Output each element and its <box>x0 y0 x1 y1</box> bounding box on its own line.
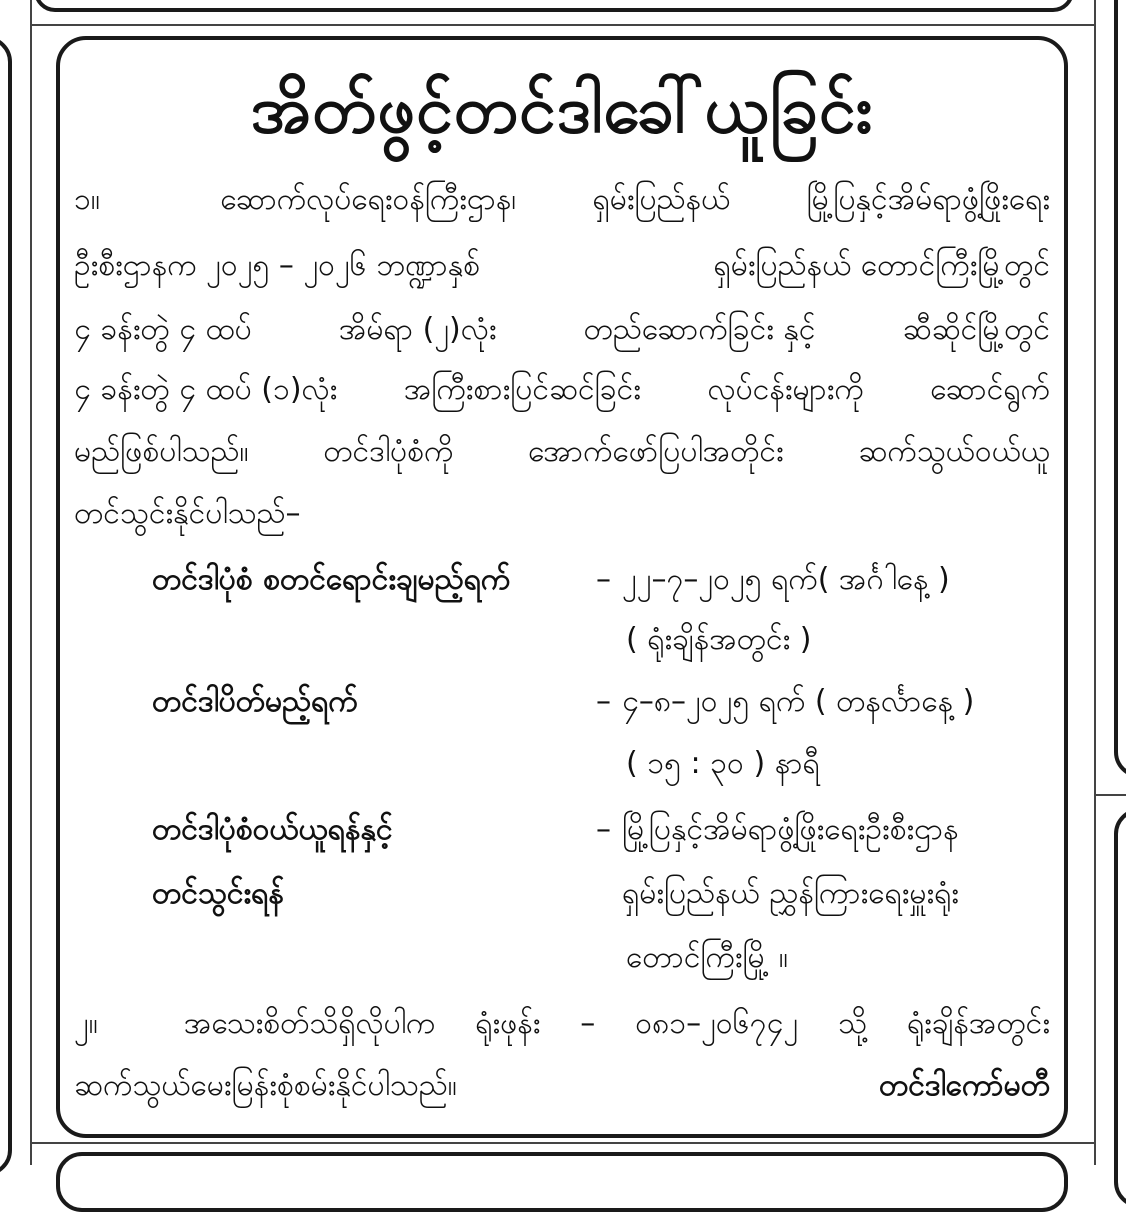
submission-office-line-1: မြို့ပြနှင့်အိမ်ရာဖွံ့ဖြိုးရေးဦးစီးဌာန <box>622 812 959 847</box>
closing-date-label: တင်ဒါပိတ်မည့်ရက် <box>152 684 358 719</box>
paragraph-1-line-1 <box>74 180 1050 220</box>
paragraph-1-number: ၁။ <box>74 182 100 217</box>
adjacent-notice-top-frame <box>34 0 1074 12</box>
text-span: ရုံးချိန်အတွင်း <box>906 1006 1050 1041</box>
row-divider-right <box>1096 794 1126 796</box>
paragraph-2-line-1 <box>74 1004 1050 1044</box>
adjacent-notice-left-frame <box>0 36 12 1176</box>
text-span: အိမ်ရာ (၂)လုံး <box>338 312 497 347</box>
text-span: တင်ဒါပုံစံကို <box>323 434 454 469</box>
submission-dash: – <box>596 812 611 847</box>
phone-number: ၀၈၁–၂၀၆၇၄၂ <box>635 1006 799 1041</box>
paragraph-1-line-3 <box>74 310 1050 350</box>
sale-start-label: တင်ဒါပုံစံ စတင်ရောင်းချမည့်ရက် <box>152 562 511 597</box>
text-span: ဆောက်လုပ်ရေးဝန်ကြီးဌာန၊ <box>220 182 517 217</box>
text-span: သို့ <box>838 1006 868 1041</box>
text-span: ဦးစီးဌာနက ၂၀၂၅ – ၂၀၂၆ ဘဏ္ဍာနှစ် <box>74 248 481 283</box>
adjacent-notice-right-bottom-frame <box>1114 808 1126 1208</box>
submission-office-line-3: တောင်ကြီးမြို့ ။ <box>626 940 788 975</box>
paragraph-1-line-2 <box>74 246 1050 286</box>
column-divider-left <box>30 0 32 1165</box>
text-span: လုပ်ငန်းများကို <box>707 372 864 407</box>
paragraph-2-line-2 <box>74 1066 1050 1106</box>
row-divider-bottom <box>32 1142 1094 1144</box>
text-span: ဆက်သွယ်မေးမြန်းစုံစမ်းနိုင်ပါသည်။ <box>74 1068 457 1103</box>
column-divider-right <box>1094 0 1096 1165</box>
paragraph-1-line-4 <box>74 370 1050 410</box>
closing-time: ( ၁၅ : ၃၀ ) နာရီ <box>626 746 820 781</box>
text-span: ဆီဆိုင်မြို့တွင် <box>902 312 1050 347</box>
text-span: ၄ ခန်းတွဲ ၄ ထပ် (၁)လုံး <box>74 372 338 407</box>
closing-date: ၄–၈–၂၀၂၅ ရက် ( တနင်္လာနေ့ ) <box>622 684 975 719</box>
adjacent-notice-bottom-frame <box>56 1152 1068 1212</box>
text-span: ရုံးဖုန်း <box>475 1006 541 1041</box>
text-span: တည်ဆောက်ခြင်း နှင့် <box>583 312 816 347</box>
adjacent-notice-right-top-frame <box>1114 0 1126 778</box>
text-span: ရှမ်းပြည်နယ် တောင်ကြီးမြို့တွင် <box>713 248 1050 283</box>
text-span: – <box>580 1006 596 1041</box>
submission-office-line-2: ရှမ်းပြည်နယ် ညွှန်ကြားရေးမှူးရုံး <box>622 876 959 911</box>
text-span: အောက်ဖော်ပြပါအတိုင်း <box>528 434 784 469</box>
row-divider-top <box>32 24 1094 26</box>
text-span: ဆောင်ရွက် <box>930 372 1050 407</box>
submission-label-line-1: တင်ဒါပုံစံဝယ်ယူရန်နှင့် <box>152 812 393 847</box>
sale-start-hours: ( ရုံးချိန်အတွင်း ) <box>626 622 812 657</box>
sale-start-dash: – <box>596 562 611 597</box>
paragraph-2-number: ၂။ <box>74 1006 98 1041</box>
text-span: ရှမ်းပြည်နယ် <box>592 182 731 217</box>
text-span: ၄ ခန်းတွဲ ၄ ထပ် <box>74 312 252 347</box>
sale-start-date: ၂၂–၇–၂၀၂၅ ရက်( အင်္ဂါနေ့ ) <box>622 562 950 597</box>
text-span: ဆက်သွယ်ဝယ်ယူ <box>858 434 1050 469</box>
text-span: မြို့ပြနှင့်အိမ်ရာဖွံ့ဖြိုးရေး <box>806 182 1050 217</box>
paragraph-1-line-5 <box>74 432 1050 472</box>
text-span: မည်ဖြစ်ပါသည်။ <box>74 434 249 469</box>
paragraph-1-line-6: တင်သွင်းနိုင်ပါသည်– <box>74 496 301 531</box>
tender-notice <box>56 36 1068 1138</box>
text-span: အကြီးစားပြင်ဆင်ခြင်း <box>403 372 641 407</box>
text-span: အသေးစိတ်သိရှိလိုပါက <box>183 1006 436 1041</box>
closing-date-dash: – <box>596 684 611 719</box>
signature-committee: တင်ဒါကော်မတီ <box>878 1068 1050 1103</box>
submission-label-line-2: တင်သွင်းရန် <box>152 876 284 911</box>
notice-title: အိတ်ဖွင့်တင်ဒါခေါ်ယူခြင်း <box>250 71 874 148</box>
